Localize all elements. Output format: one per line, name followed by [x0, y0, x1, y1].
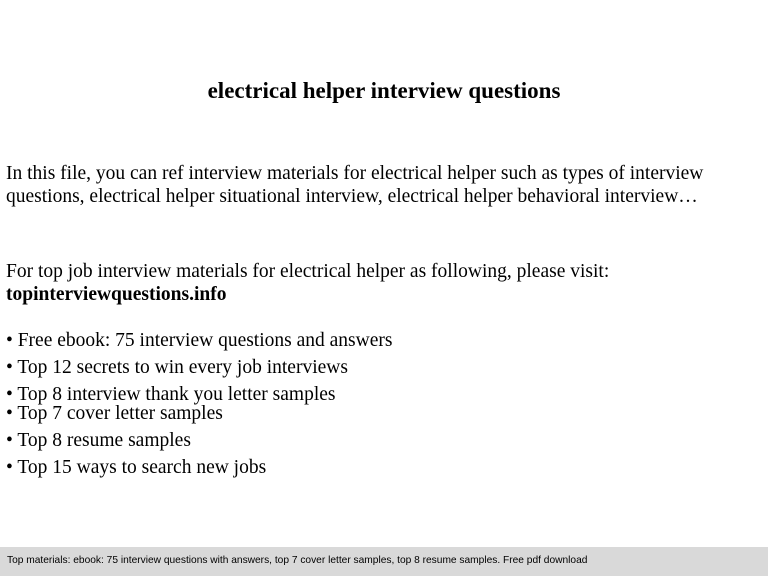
site-link[interactable]: topinterviewquestions.info — [6, 284, 227, 305]
list-item: • Top 7 cover letter samples — [6, 403, 223, 424]
list-item: • Top 12 secrets to win every job interviews — [6, 357, 348, 378]
footer-text: Top materials: ebook: 75 interview questions with answers, top 7 cover letter samples, top 8 resume samples. Free pdf download — [7, 555, 588, 566]
list-item: • Top 8 interview thank you letter samples — [6, 384, 336, 405]
visit-paragraph — [6, 260, 758, 306]
list-item: • Top 15 ways to search new jobs — [6, 457, 267, 478]
resource-list — [6, 329, 758, 479]
visit-text: For top job interview materials for electrical helper as following, please visit: — [6, 261, 610, 282]
footer-bar — [0, 547, 768, 576]
list-item: • Free ebook: 75 interview questions and answers — [6, 330, 393, 351]
intro-paragraph: In this file, you can ref interview materials for electrical helper such as types of interview questions, electrical helper situational interview, electrical helper behavioral interview… — [6, 163, 704, 207]
list-item: • Top 8 resume samples — [6, 430, 191, 451]
slide-title: electrical helper interview questions — [207, 78, 561, 103]
